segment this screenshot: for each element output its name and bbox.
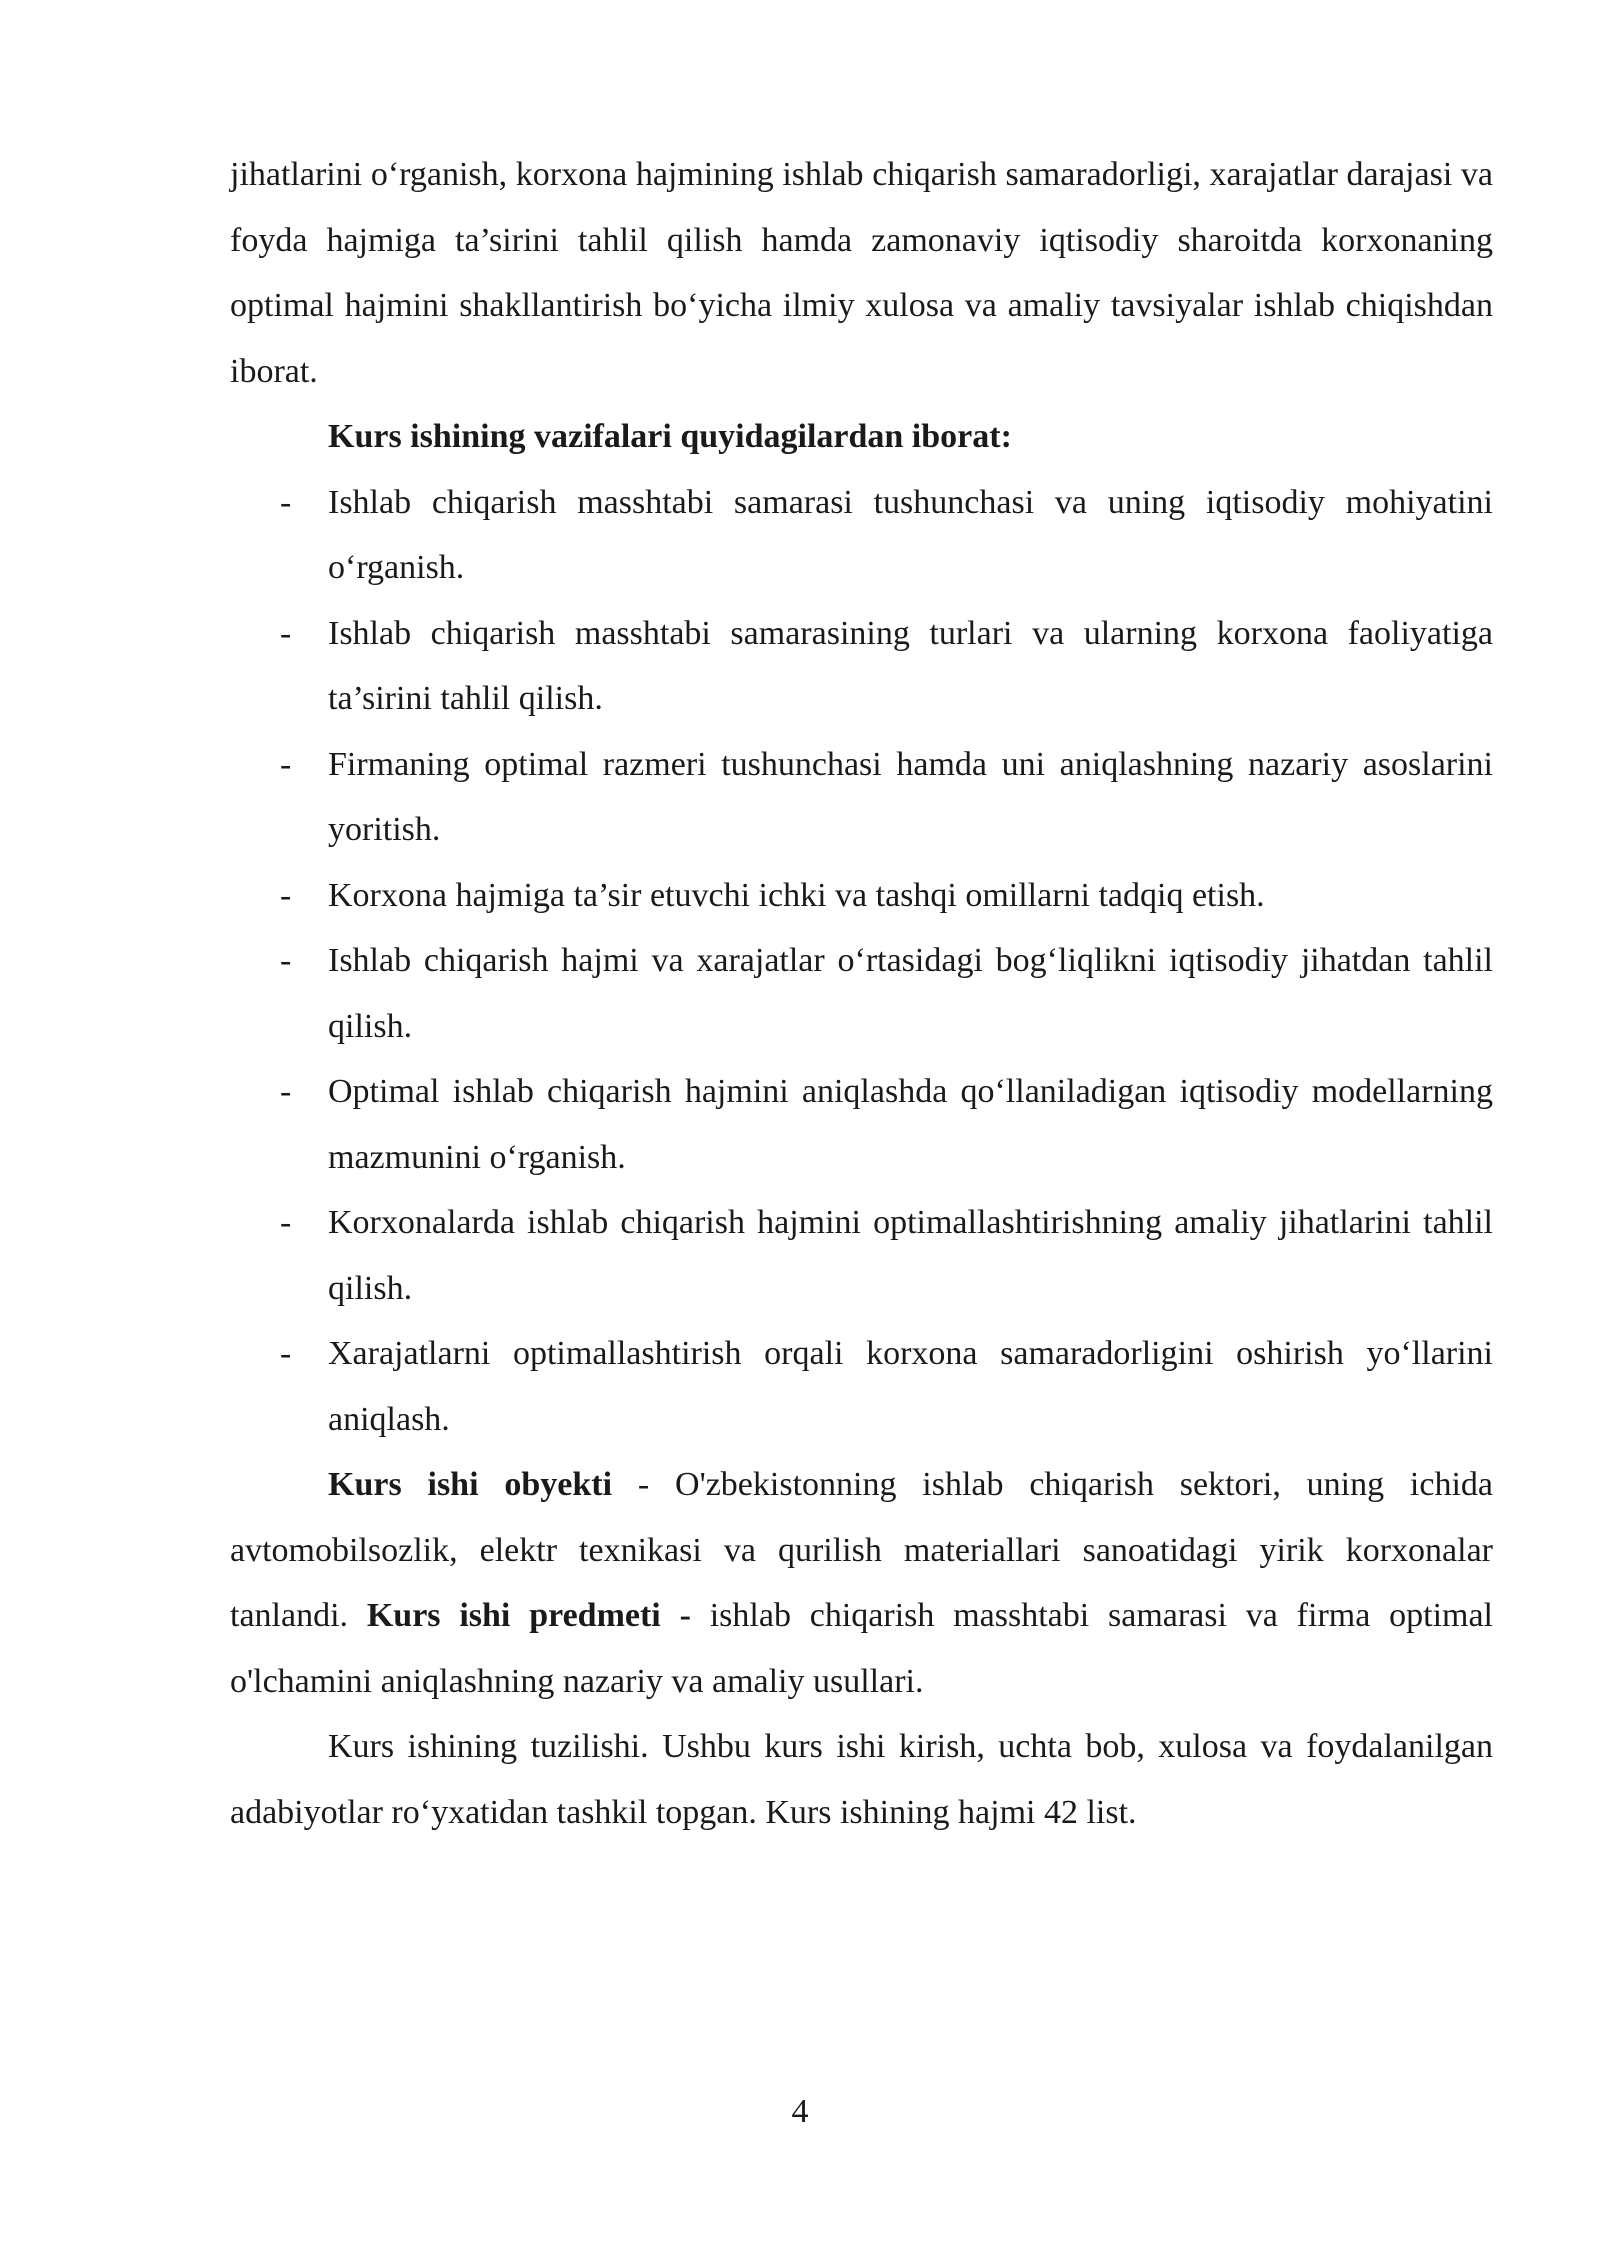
list-item [230,1190,1493,1321]
list-item-text: Korxonalarda ishlab chiqarish hajmini optimallashtirishning amaliy jihatlarini tahlil qilish. [328,1204,1493,1307]
list-item [230,1321,1493,1452]
object-label: Kurs ishi obyekti [328,1466,613,1503]
intro-paragraph: jihatlarini o‘rganish, korxona hajmining ishlab chiqarish samaradorligi, xarajatlar darajasi va foyda hajmiga ta’sirini tahlil qilish hamda zamonaviy iqtisodiy sharoitda korxonaning optimal hajmini shakllantirish bo‘yicha ilmiy xulosa va amaliy tavsiyalar ishlab chiqishdan iborat. [230,156,1493,390]
document-page [230,142,1493,1845]
bullet-dash: - [280,483,292,521]
bullet-dash: - [280,876,292,914]
subject-text: ishlab chiqarish masshtabi samarasi va firma optimal o'lchamini aniqlashning nazariy va amaliy usullari. [230,1597,1493,1700]
bullet-dash: - [280,1204,292,1241]
bullet-dash: - [280,942,292,979]
bullet-dash: - [280,745,292,783]
list-item [230,601,1493,732]
list-item [230,1059,1493,1190]
list-item [230,732,1493,863]
list-item-text: Ishlab chiqarish masshtabi samarasining turlari va ularning korxona faoliyatiga ta’sirini tahlil qilish. [328,614,1493,717]
list-item-text: Optimal ishlab chiqarish hajmini aniqlashda qo‘llaniladigan iqtisodiy modellarning mazmunini o‘rganish. [328,1073,1493,1176]
page-number: 4 [791,2093,809,2130]
bullet-dash: - [280,614,292,652]
list-item-text: Ishlab chiqarish hajmi va xarajatlar o‘rtasidagi bog‘liqlikni iqtisodiy jihatdan tahlil qilish. [328,942,1493,1045]
list-item-text: Firmaning optimal razmeri tushunchasi hamda uni aniqlashning nazariy asoslarini yoritish. [328,745,1493,848]
object-subject-paragraph [230,1452,1493,1714]
list-item-text: Xarajatlarni optimallashtirish orqali korxona samaradorligini oshirish yo‘llarini aniqlash. [328,1335,1493,1438]
tasks-list [230,470,1493,1453]
tasks-heading: Kurs ishining vazifalari quyidagilardan iborat: [328,418,1012,455]
list-item [230,863,1493,929]
list-item [230,928,1493,1059]
bullet-dash: - [280,1335,292,1372]
structure-paragraph: Kurs ishining tuzilishi. Ushbu kurs ishi kirish, uchta bob, xulosa va foydalanilgan adabiyotlar ro‘yxatidan tashkil topgan. Kurs ishining hajmi 42 list. [230,1728,1493,1831]
object-text: - O'zbekistonning ishlab chiqarish sektori, uning ichida avtomobilsozlik, elektr texnikasi va qurilish materiallari sanoatidagi yirik korxonalar tanlandi. [230,1466,1493,1634]
list-item [230,470,1493,601]
subject-label: Kurs ishi predmeti - [366,1597,691,1634]
list-item-text: Ishlab chiqarish masshtabi samarasi tushunchasi va uning iqtisodiy mohiyatini o‘rganish. [328,483,1493,586]
list-item-text: Korxona hajmiga ta’sir etuvchi ichki va tashqi omillarni tadqiq etish. [328,876,1265,914]
bullet-dash: - [280,1073,292,1110]
